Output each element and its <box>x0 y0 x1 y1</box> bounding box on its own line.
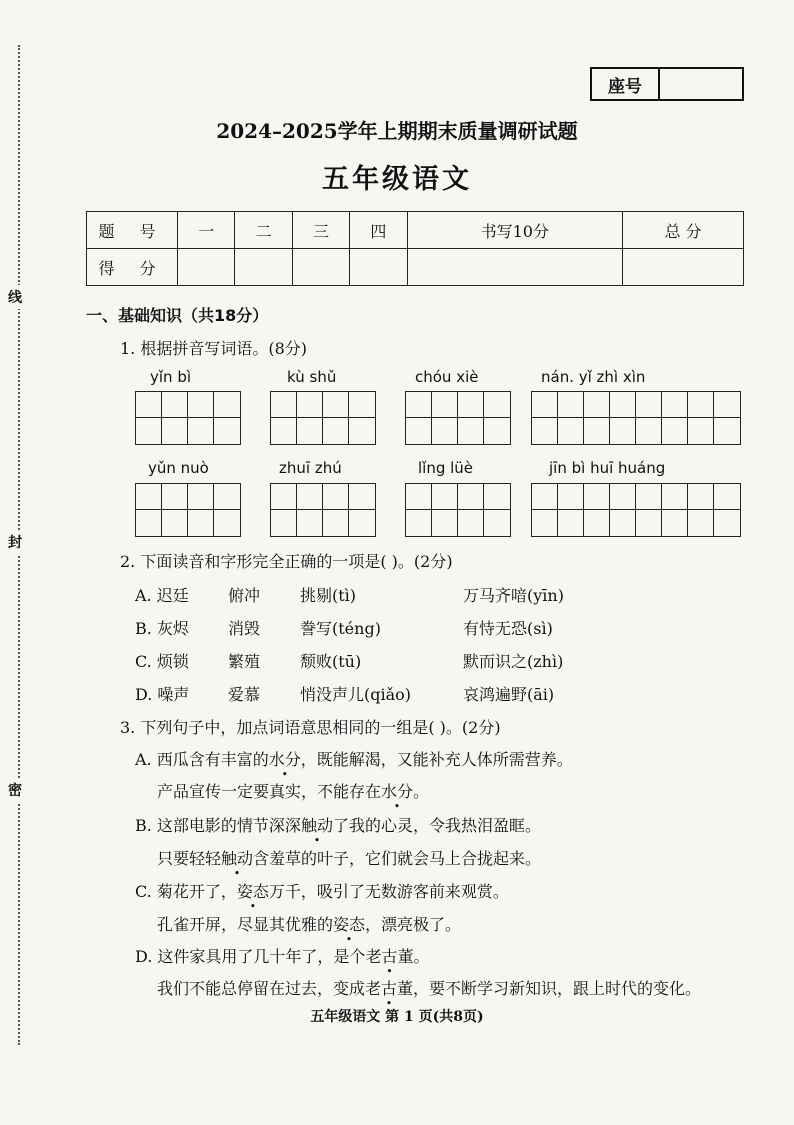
writing-grid[interactable] <box>270 391 376 445</box>
q3-option-b-line1 <box>135 813 541 836</box>
text: 我们不能总停留在过去，变成 <box>157 979 366 998</box>
writing-grid[interactable] <box>270 483 376 537</box>
q2-option-b-3: 誊写(téng) <box>300 619 381 638</box>
side-mark-mi: 密 <box>8 778 22 802</box>
score-cell[interactable] <box>178 249 235 286</box>
q2-option-d-3: 悄没声儿(qiǎo) <box>300 685 412 704</box>
dotted-word: 触动 <box>300 816 333 835</box>
q2-option-c-4: 默而识之(zhì) <box>463 652 564 671</box>
q2-option-a-3: 挑剔(tì) <box>300 586 357 605</box>
score-cell[interactable] <box>350 249 407 286</box>
q3-option-d-line2 <box>157 976 701 999</box>
score-cell[interactable] <box>292 249 349 286</box>
pinyin: chóu xiè <box>415 368 479 386</box>
text: 孔雀开屏，尽显其优雅的 <box>157 915 334 934</box>
q3-option-b-line2 <box>157 846 541 869</box>
side-mark-xian: 线 <box>8 285 22 309</box>
q2-option-c-3: 颓败(tū) <box>300 652 362 671</box>
q3-stem: 3. 下列句子中，加点词语意思相同的一组是( )。(2分) <box>120 718 501 737</box>
q3-option-d-line1 <box>135 944 429 967</box>
q3-option-c-line1 <box>135 879 509 902</box>
q2-option-c-1: C. 烦锁 <box>135 652 189 671</box>
writing-grid[interactable] <box>531 391 741 445</box>
text: 。 <box>413 947 430 966</box>
score-col-3: 三 <box>292 212 349 249</box>
dotted-word: 老古董 <box>365 947 414 966</box>
writing-grid[interactable] <box>405 483 511 537</box>
q2-option-a-2: 俯冲 <box>228 586 261 605</box>
score-col-1: 一 <box>178 212 235 249</box>
pinyin: yǐn bì <box>150 368 192 386</box>
score-table <box>86 211 744 286</box>
score-col-writing: 书写10分 <box>407 212 622 249</box>
score-cell[interactable] <box>407 249 622 286</box>
q2-option-b-2: 消毁 <box>228 619 261 638</box>
exam-title: 五年级语文 <box>322 164 472 195</box>
writing-grid[interactable] <box>135 391 241 445</box>
text: 。 <box>413 782 430 801</box>
score-header-row <box>87 212 744 249</box>
text: A. 西瓜含有丰富的 <box>135 750 269 769</box>
pinyin: yǔn nuò <box>148 459 209 477</box>
q2-option-d-4: 哀鸿遍野(āi) <box>463 685 555 704</box>
score-row-label: 得 分 <box>87 249 178 286</box>
pinyin: nán. yǐ zhì xìn <box>541 368 646 386</box>
q3-option-a-line2 <box>157 779 429 802</box>
q2-option-d-2: 爱慕 <box>228 685 261 704</box>
pinyin: jīn bì huī huáng <box>549 459 666 477</box>
score-col-total: 总 分 <box>622 212 743 249</box>
q2-option-a-4: 万马齐喑(yīn) <box>463 586 564 605</box>
text: C. 菊花开了， <box>135 882 237 901</box>
q2-stem: 2. 下面读音和字形完全正确的一项是( )。(2分) <box>120 552 453 571</box>
text: 只要轻轻 <box>157 849 222 868</box>
writing-grid[interactable] <box>135 483 241 537</box>
q2-option-c-2: 繁殖 <box>228 652 261 671</box>
score-cell[interactable] <box>235 249 292 286</box>
seat-blank[interactable] <box>660 69 742 99</box>
text: 产品宣传一定要真实，不能存在 <box>157 782 382 801</box>
text: ，要不断学习新知识，跟上时代的变化。 <box>413 979 702 998</box>
dotted-word: 水分 <box>268 750 301 769</box>
dotted-word: 姿态 <box>236 882 269 901</box>
dotted-word: 姿态 <box>333 915 366 934</box>
seat-label: 座号 <box>592 69 660 99</box>
page-footer: 五年级语文 第 1 页(共8页) <box>310 1009 484 1025</box>
q2-option-a-1: A. 迟廷 <box>135 586 189 605</box>
q2-option-b-1: B. 灰烬 <box>135 619 189 638</box>
exam-subtitle: 2024–2025学年上期期末质量调研试题 <box>216 119 578 143</box>
score-value-row <box>87 249 744 286</box>
section-1-title: 一、基础知识（共18分） <box>86 306 269 325</box>
q2-option-d-1: D. 噪声 <box>135 685 190 704</box>
dotted-word: 触动 <box>221 849 254 868</box>
q2-option-b-4: 有恃无恐(sì) <box>463 619 553 638</box>
score-header-label: 题 号 <box>87 212 178 249</box>
dotted-word: 水分 <box>381 782 414 801</box>
side-mark-feng: 封 <box>8 530 22 554</box>
dotted-word: 老古董 <box>365 979 414 998</box>
writing-grid[interactable] <box>531 483 741 537</box>
score-col-2: 二 <box>235 212 292 249</box>
text: 了我的心灵，令我热泪盈眶。 <box>332 816 541 835</box>
text: 万千，吸引了无数游客前来观赏。 <box>268 882 509 901</box>
score-cell[interactable] <box>622 249 743 286</box>
text: B. 这部电影的情节深深 <box>135 816 301 835</box>
q3-option-a-line1 <box>135 747 573 770</box>
text: ，既能解渴，又能补充人体所需营养。 <box>300 750 573 769</box>
pinyin: zhuī zhú <box>279 459 342 477</box>
seat-number-box <box>590 67 744 101</box>
pinyin: lǐng lüè <box>418 459 474 477</box>
writing-grid[interactable] <box>405 391 511 445</box>
text: 含羞草的叶子，它们就会马上合拢起来。 <box>253 849 542 868</box>
text: D. 这件家具用了几十年了，是个 <box>135 947 366 966</box>
text: ，漂亮极了。 <box>365 915 462 934</box>
q1-stem: 1. 根据拼音写词语。(8分) <box>120 339 308 358</box>
pinyin: kù shǔ <box>287 368 337 386</box>
q3-option-c-line2 <box>157 912 461 935</box>
score-col-4: 四 <box>350 212 407 249</box>
